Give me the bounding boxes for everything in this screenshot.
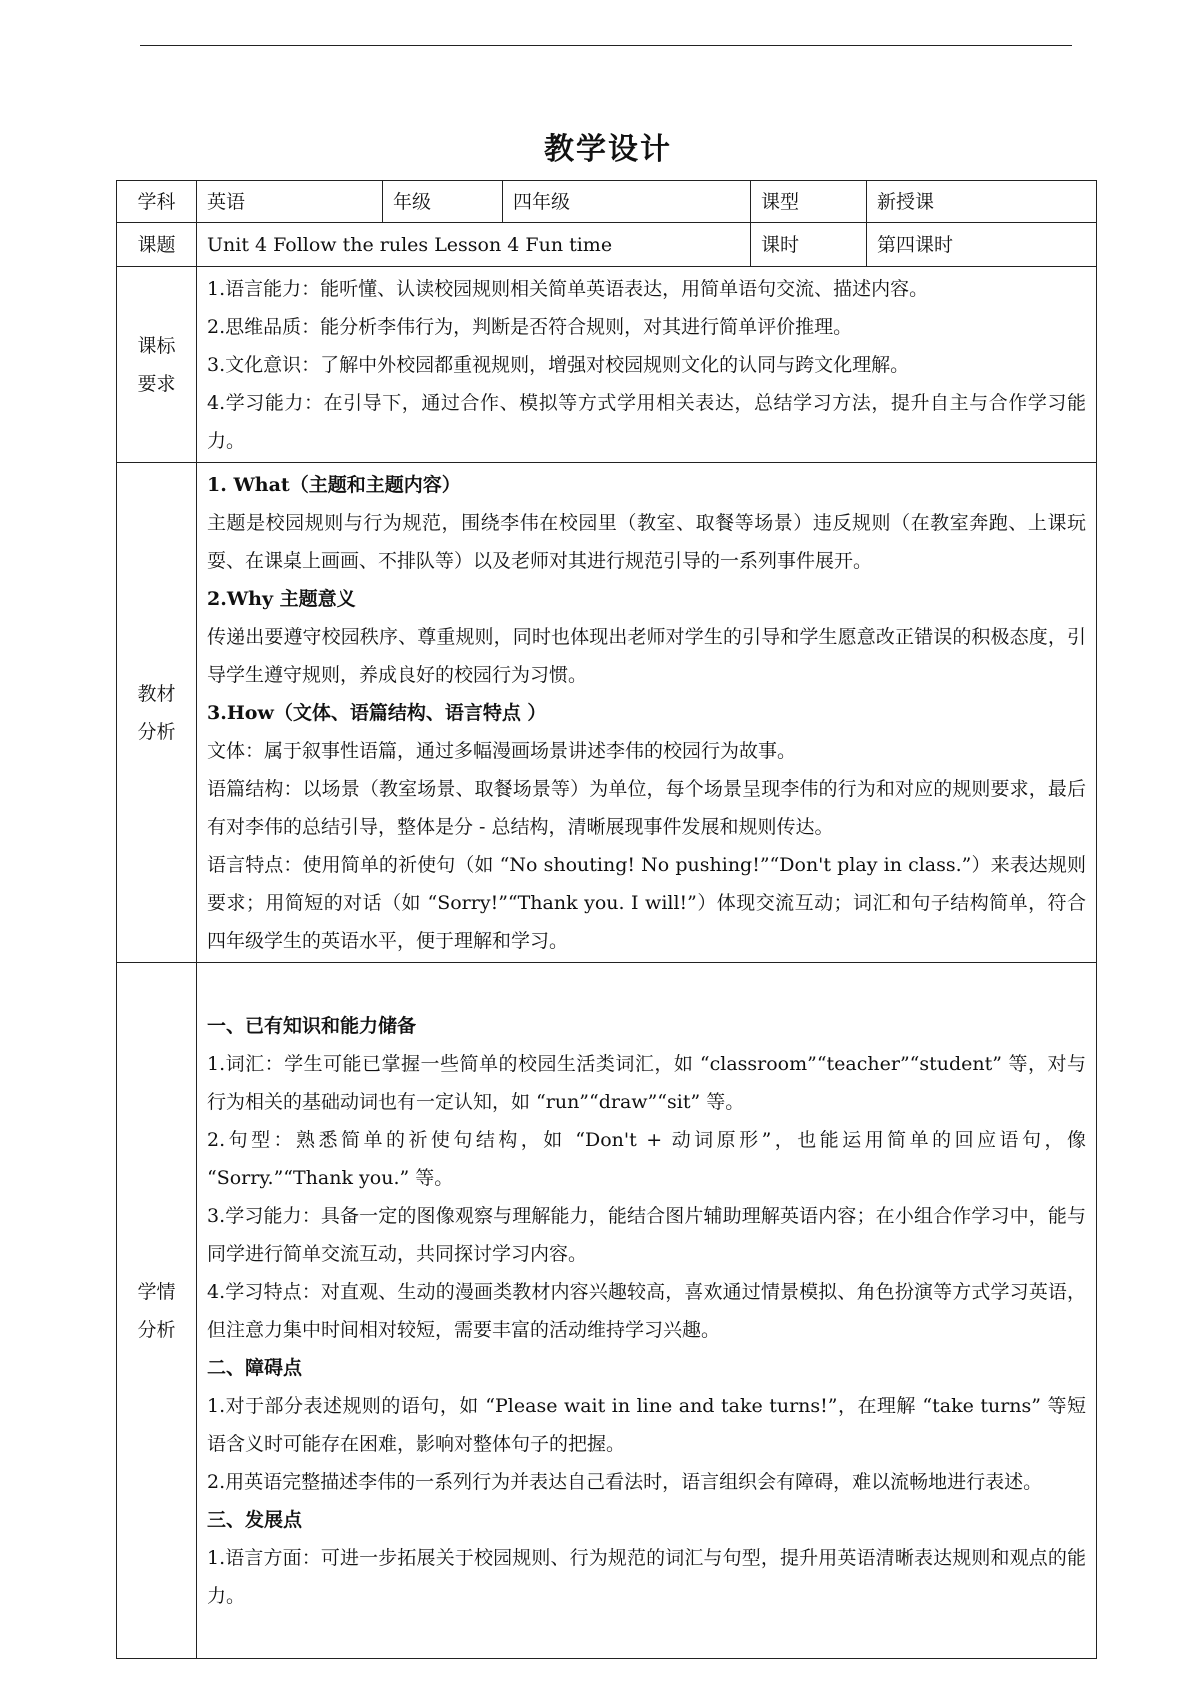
- standards-label-line1: 课标: [137, 334, 176, 357]
- what-text: 主题是校园规则与行为规范，围绕李伟在校园里（教室、取餐等场景）违反规则（在教室奔跑、上课玩耍、在课桌上画画、不排队等）以及老师对其进行规范引导的一系列事件展开。: [207, 511, 1086, 572]
- material-analysis-row: [117, 463, 1097, 963]
- type-label: 课型: [751, 181, 867, 223]
- standards-item: 4.学习能力：在引导下，通过合作、模拟等方式学用相关表达，总结学习方法，提升自主与合作学习能力。: [207, 391, 1086, 452]
- standards-item: 3.文化意识：了解中外校园都重视规则，增强对校园规则文化的认同与跨文化理解。: [207, 353, 910, 376]
- standards-item: 1.语言能力：能听懂、认读校园规则相关简单英语表达，用简单语句交流、描述内容。: [207, 277, 929, 300]
- subject-label: 学科: [117, 181, 197, 223]
- knowledge-item: 2.句型：熟悉简单的祈使句结构，如 “Don't + 动词原形”，也能运用简单的回应语句，像 “Sorry.”“Thank you.” 等。: [207, 1128, 1086, 1189]
- how-genre: 文体：属于叙事性语篇，通过多幅漫画场景讲述李伟的校园行为故事。: [207, 739, 797, 762]
- type-value: 新授课: [867, 181, 1097, 223]
- knowledge-item: 3.学习能力：具备一定的图像观察与理解能力，能结合图片辅助理解英语内容；在小组合作学习中，能与同学进行简单交流互动，共同探讨学习内容。: [207, 1204, 1086, 1265]
- period-value: 第四课时: [867, 223, 1097, 267]
- grade-value: 四年级: [503, 181, 751, 223]
- standards-label: [117, 267, 197, 463]
- what-heading: 1. What（主题和主题内容）: [207, 473, 461, 496]
- learners-label-line2: 分析: [137, 1318, 176, 1341]
- material-label-line1: 教材: [137, 682, 176, 705]
- learners-label: [117, 963, 197, 1659]
- learners-label-line1: 学情: [137, 1280, 176, 1303]
- how-heading: 3.How（文体、语篇结构、语言特点 ）: [207, 701, 547, 724]
- standards-label-line2: 要求: [137, 372, 176, 395]
- why-heading: 2.Why 主题意义: [207, 587, 356, 610]
- topic-value: Unit 4 Follow the rules Lesson 4 Fun time: [197, 223, 751, 267]
- subject-value: 英语: [197, 181, 383, 223]
- why-text: 传递出要遵守校园秩序、尊重规则，同时也体现出老师对学生的引导和学生愿意改正错误的积极态度，引导学生遵守规则，养成良好的校园行为习惯。: [207, 625, 1086, 686]
- material-label-line2: 分析: [137, 720, 176, 743]
- knowledge-heading: 一、已有知识和能力储备: [207, 1014, 417, 1037]
- learners-content: [197, 963, 1097, 1659]
- how-language: 语言特点：使用简单的祈使句（如 “No shouting! No pushing!”“Don't play in class.”）来表达规则要求；用简短的对话（如 “Sorry!”“Thank you. I will!”）体现交流互动；词汇和句子结构简单，符合四年级学生的英语水平，便于理解和学习。: [207, 853, 1086, 952]
- material-label: [117, 463, 197, 963]
- standards-row: [117, 267, 1097, 463]
- info-row-subject: [117, 181, 1097, 223]
- development-item: 1.语言方面：可进一步拓展关于校园规则、行为规范的词汇与句型，提升用英语清晰表达规则和观点的能力。: [207, 1546, 1086, 1607]
- grade-label: 年级: [383, 181, 503, 223]
- knowledge-item: 1.词汇：学生可能已掌握一些简单的校园生活类词汇，如 “classroom”“teacher”“student” 等，对与行为相关的基础动词也有一定认知，如 “run”“draw”“sit” 等。: [207, 1052, 1086, 1113]
- how-structure: 语篇结构：以场景（教室场景、取餐场景等）为单位，每个场景呈现李伟的行为和对应的规则要求，最后有对李伟的总结引导，整体是分 - 总结构，清晰展现事件发展和规则传达。: [207, 777, 1086, 838]
- page-title: 教学设计: [544, 132, 672, 167]
- lesson-plan-table: [116, 180, 1097, 1659]
- header-rule: [140, 45, 1072, 46]
- standards-item: 2.思维品质：能分析李伟行为，判断是否符合规则，对其进行简单评价推理。: [207, 315, 853, 338]
- obstacles-heading: 二、障碍点: [207, 1356, 303, 1379]
- info-row-topic: [117, 223, 1097, 267]
- knowledge-item: 4.学习特点：对直观、生动的漫画类教材内容兴趣较高，喜欢通过情景模拟、角色扮演等方式学习英语，但注意力集中时间相对较短，需要丰富的活动维持学习兴趣。: [207, 1280, 1086, 1341]
- topic-label: 课题: [117, 223, 197, 267]
- period-label: 课时: [751, 223, 867, 267]
- standards-content: [197, 267, 1097, 463]
- obstacle-item: 1.对于部分表述规则的语句，如 “Please wait in line and take turns!”，在理解 “take turns” 等短语含义时可能存在困难，影响对整体句子的把握。: [207, 1394, 1086, 1455]
- learner-analysis-row: [117, 963, 1097, 1659]
- development-heading: 三、发展点: [207, 1508, 303, 1531]
- obstacle-item: 2.用英语完整描述李伟的一系列行为并表达自己看法时，语言组织会有障碍，难以流畅地进行表述。: [207, 1470, 1043, 1493]
- material-content: [197, 463, 1097, 963]
